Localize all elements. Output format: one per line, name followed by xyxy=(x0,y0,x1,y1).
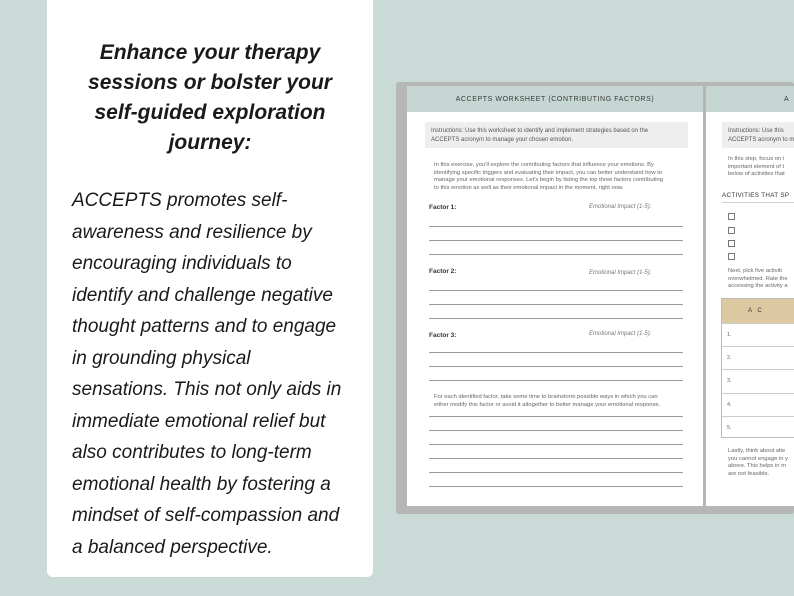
activity-checkbox[interactable] xyxy=(728,253,735,260)
promo-body-line: a balanced perspective. xyxy=(72,536,273,558)
writing-line xyxy=(429,416,683,417)
writing-line xyxy=(429,304,683,305)
promo-body-line: ACCEPTS promotes self- xyxy=(72,190,288,211)
factor-2-impact-label: Emotional Impact (1-5): xyxy=(589,270,652,276)
writing-line xyxy=(429,226,683,227)
factor-3-label: Factor 3: xyxy=(429,332,457,339)
promo-body-line: thought patterns and to engage xyxy=(72,316,337,337)
promo-body-line: identify and challenge negative xyxy=(72,284,333,306)
promo-heading-line: journey: xyxy=(168,131,252,154)
writing-line xyxy=(429,444,683,445)
table-row: 2. xyxy=(722,346,794,369)
writing-line xyxy=(429,430,683,431)
writing-line xyxy=(429,290,683,291)
instructions-box xyxy=(425,122,688,148)
pick-text xyxy=(728,268,794,291)
promo-body-line: mindset of self-compassion and xyxy=(72,505,340,526)
promo-body-line: immediate emotional relief but xyxy=(72,410,326,432)
writing-line xyxy=(429,380,683,381)
page-header: ACCEPTS WORKSHEET (CONTRIBUTING FACTORS) xyxy=(407,86,703,112)
writing-line xyxy=(429,458,683,459)
lastly-text xyxy=(728,448,794,478)
writing-line xyxy=(429,254,683,255)
activity-checkbox[interactable] xyxy=(728,227,735,234)
intro-line: identifying specific triggers and evaluating their impact, you can better understand how to xyxy=(434,169,663,176)
table-row: 5. xyxy=(722,416,794,439)
worksheet-right-page xyxy=(706,86,794,506)
factor-2-label: Factor 2: xyxy=(429,268,457,275)
instructions-line: Instructions: Use this xyxy=(728,128,784,134)
promo-card xyxy=(47,0,373,577)
lastly-line: above. This helps in m xyxy=(728,463,786,469)
writing-line xyxy=(429,240,683,241)
step-line: In this step, focus on i xyxy=(728,156,785,162)
table-row: 3. xyxy=(722,369,794,392)
instructions-line: Instructions: Use this worksheet to identify and implement strategies based on the xyxy=(431,128,649,134)
promo-heading-line: Enhance your therapy xyxy=(99,41,321,64)
table-row: 4. xyxy=(722,393,794,416)
writing-line xyxy=(429,472,683,473)
promo-body-line: encouraging individuals to xyxy=(72,253,292,274)
promo-body-line: awareness and resilience by xyxy=(72,221,312,243)
pick-line: accessing the activity a xyxy=(728,283,788,289)
intro-text xyxy=(434,162,684,192)
brainstorm-text xyxy=(434,394,684,409)
step-line: important element of t xyxy=(728,163,785,170)
activities-section-title: ACTIVITIES THAT SP xyxy=(722,192,794,203)
brainstorm-line: For each identified factor, take some time to brainstorm possible ways in which you can xyxy=(434,394,658,400)
instructions-line: ACCEPTS acronym to m xyxy=(728,136,794,143)
writing-line xyxy=(429,366,683,367)
promo-body-line: also contributes to long-term xyxy=(72,442,312,463)
writing-line xyxy=(429,352,683,353)
pick-line: overwhelmed. Rate the xyxy=(728,275,788,282)
intro-line: manage your emotional responses. Let's begin by listing the top three factors contributing xyxy=(434,177,663,183)
page-header: A xyxy=(706,86,794,112)
brainstorm-line: either modify this factor or avoid it altogether to better manage your emotional response. xyxy=(434,401,661,408)
writing-line xyxy=(429,486,683,487)
worksheet-left-page xyxy=(407,86,703,506)
worksheet-book-mockup xyxy=(396,82,794,514)
pick-line: Next, pick five activiti xyxy=(728,268,782,274)
factor-1-impact-label: Emotional Impact (1-5): xyxy=(589,204,652,210)
writing-line xyxy=(429,318,683,319)
promo-description xyxy=(72,185,362,563)
step-line: below of activities that xyxy=(728,171,785,177)
lastly-line: you cannot engage in y xyxy=(728,455,788,462)
promo-heading xyxy=(47,38,373,158)
instructions-box xyxy=(722,122,794,148)
activities-rating-table xyxy=(721,298,794,438)
step-text xyxy=(728,156,794,179)
lastly-line: Lastly, think about alte xyxy=(728,448,786,454)
activity-checkbox[interactable] xyxy=(728,240,735,247)
intro-line: In this exercise, you'll explore the contributing factors that influence your emotions. By xyxy=(434,162,654,168)
promo-heading-line: sessions or bolster your xyxy=(88,71,332,94)
table-row: 1. xyxy=(722,323,794,346)
table-header: A C xyxy=(722,299,794,323)
lastly-line: are not feasible. xyxy=(728,470,770,477)
promo-body-line: in grounding physical xyxy=(72,347,251,369)
activity-checkbox[interactable] xyxy=(728,213,735,220)
instructions-line: ACCEPTS acronym to manage your chosen emotion. xyxy=(431,136,574,143)
intro-line: to this emotion as well as their emotional impact in the moment, right now. xyxy=(434,184,624,191)
factor-1-label: Factor 1: xyxy=(429,204,457,211)
promo-heading-line: self-guided exploration xyxy=(94,101,326,124)
factor-3-impact-label: Emotional Impact (1-5): xyxy=(589,331,652,337)
promo-body-line: emotional health by fostering a xyxy=(72,473,331,495)
promo-body-line: sensations. This not only aids in xyxy=(72,379,342,400)
